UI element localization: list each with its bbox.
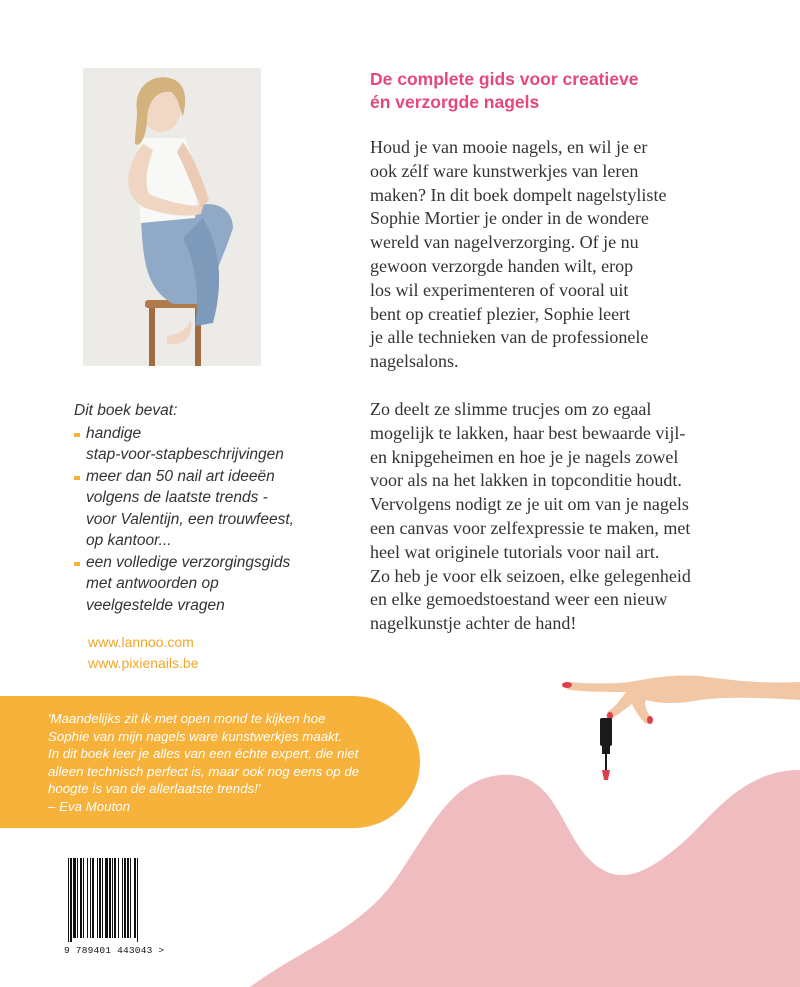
- contents-items: [74, 423, 354, 617]
- blurb-paragraph-1: Houd je van mooie nagels, en wil je er ook zélf ware kunstwerkjes van leren maken? In dit boek dompelt nagelstyliste Sophie Mortier je onder in de wondere wereld van nagelverzorging. Of je nu gewoon verzorgde handen wilt, erop los wil experimenteren of vooral uit bent op creatief plezier, Sophie leert je alle technieken van de professionele nagelsalons.: [370, 137, 667, 372]
- publisher-link[interactable]: www.lannoo.com: [88, 634, 194, 650]
- hand-shape: [565, 675, 800, 723]
- barcode-bar: [68, 858, 69, 942]
- contents-heading: Dit boek bevat:: [74, 402, 178, 419]
- barcode-bar: [77, 858, 78, 938]
- author-website-link[interactable]: www.pixienails.be: [88, 655, 199, 671]
- barcode-bar: [122, 858, 123, 938]
- barcode-bar: [112, 858, 113, 938]
- contents-item-text: meer dan 50 nail art ideeën volgens de laatste trends - voor Valentijn, een trouwfeest, op kantoor...: [86, 467, 294, 549]
- barcode-bar: [105, 858, 108, 938]
- barcode-bar: [87, 858, 88, 938]
- contents-item: [74, 423, 354, 466]
- barcode-bar: [70, 858, 72, 942]
- barcode-bar: [90, 858, 91, 938]
- isbn-barcode: [64, 858, 176, 956]
- isbn-digits: 9 789401 443043 >: [64, 945, 165, 956]
- barcode-bar: [92, 858, 94, 938]
- book-title: [370, 68, 700, 114]
- blurb-paragraph-2: Zo deelt ze slimme trucjes om zo egaal mogelijk te lakken, haar best bewaarde vijl- en knipgeheimen en hoe je je nagels zowel voor als na het lakken in topconditie houdt. Vervolgens nodigt ze je uit om van je nagels een canvas voor zelfexpressie te maken, met heel wat originele tutorials voor nail art. Zo heb je voor elk seizoen, elke gelegenheid en elke gemoedstoestand weer een nieuw nagelkunstje achter de hand!: [370, 398, 691, 634]
- nail: [562, 682, 572, 688]
- barcode-bar: [134, 858, 136, 938]
- barcode-bar: [127, 858, 129, 938]
- barcode-bar: [97, 858, 98, 938]
- blurb-body: [370, 136, 715, 636]
- barcode-bar: [137, 858, 138, 942]
- barcode-bar: [118, 858, 119, 938]
- barcode-bar: [124, 858, 126, 938]
- barcode-bar: [83, 858, 84, 938]
- title-line-2: én verzorgde nagels: [370, 92, 540, 112]
- polish-tip: [602, 770, 610, 780]
- barcode-bar: [99, 858, 101, 938]
- contents-item-text: handige stap-voor-stapbeschrijvingen: [86, 424, 284, 463]
- barcode-bar: [109, 858, 111, 938]
- contents-item: [74, 552, 354, 617]
- author-photo: [83, 68, 261, 366]
- barcode-bar: [80, 858, 82, 938]
- quote-text: 'Maandelijks zit ik met open mond te kijken hoe Sophie van mijn nagels ware kunstwerkjes maakt. In dit boek leer je alles van een échte expert, die niet alleen technisch perfect is, maar ook nog eens op de hoogte is van de allerlaatste trends!': [48, 711, 360, 796]
- barcode-bar: [73, 858, 76, 938]
- barcode-bar: [114, 858, 116, 938]
- polish-neck: [602, 746, 610, 754]
- contents-item-text: een volledige verzorgingsgids met antwoorden op veelgestelde vragen: [86, 553, 291, 614]
- testimonial-quote: [48, 710, 418, 815]
- website-links: [88, 632, 199, 674]
- barcode-bar: [130, 858, 131, 938]
- barcode-bars: [64, 858, 176, 942]
- title-line-1: De complete gids voor creatieve: [370, 69, 639, 89]
- contents-list: [74, 400, 354, 616]
- nail: [647, 716, 653, 724]
- barcode-bar: [102, 858, 103, 938]
- quote-attribution: – Eva Mouton: [48, 798, 131, 814]
- hand-with-nail-polish-illustration: [540, 660, 800, 780]
- polish-cap: [600, 718, 612, 746]
- contents-item: [74, 466, 354, 552]
